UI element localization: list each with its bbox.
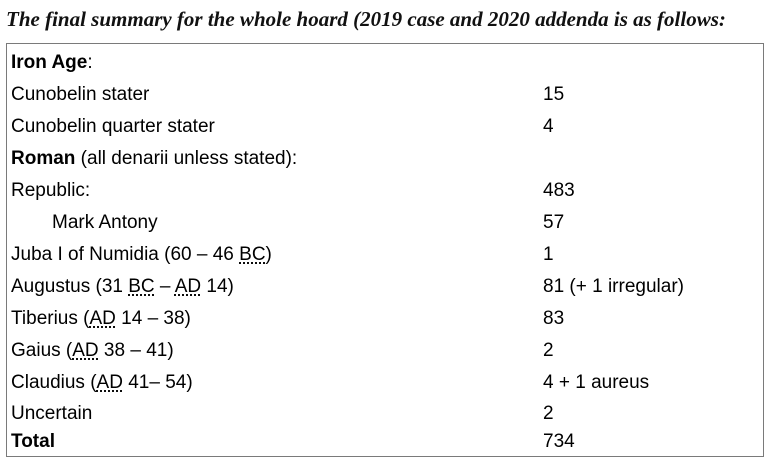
table-row	[7, 207, 763, 239]
row-value: 1	[543, 244, 554, 265]
row-label: Iron Age:	[11, 52, 93, 73]
row-value: 4 + 1 aureus	[543, 372, 650, 393]
total-label: Total	[11, 431, 55, 452]
row-label: Juba I of Numidia (60 – 46 BC)	[11, 244, 272, 265]
table-row	[7, 79, 763, 111]
row-label: Roman (all denarii unless stated):	[11, 148, 298, 169]
table-row-total	[7, 426, 763, 458]
row-value: 483	[543, 180, 575, 201]
row-value: 2	[543, 340, 554, 361]
abbreviation: AD	[89, 308, 116, 329]
table-row	[7, 47, 763, 79]
abbreviation: AD	[174, 276, 202, 297]
abbreviation: AD	[72, 340, 99, 361]
row-label: Uncertain	[11, 403, 93, 424]
abbreviation: BC	[239, 244, 266, 265]
abbreviation: BC	[128, 276, 155, 297]
table-row	[7, 239, 763, 271]
row-label: Cunobelin quarter stater	[11, 116, 215, 137]
summary-heading: The final summary for the whole hoard (2019 case and 2020 addenda is as follows:	[6, 7, 726, 31]
row-value: 4	[543, 116, 554, 137]
row-label: Gaius (AD 38 – 41)	[11, 340, 174, 361]
table-row	[7, 111, 763, 143]
row-value: 57	[543, 212, 565, 233]
row-value: 81 (+ 1 irregular)	[543, 276, 684, 297]
abbreviation: AD	[96, 372, 123, 393]
table-row	[7, 143, 763, 175]
table-row	[7, 271, 763, 303]
row-label: Mark Antony	[52, 212, 158, 233]
row-value: 2	[543, 403, 554, 424]
table-row	[7, 175, 763, 207]
row-label: Republic:	[11, 180, 91, 201]
table-row	[7, 303, 763, 335]
total-value: 734	[543, 431, 575, 452]
table-row	[7, 367, 763, 399]
row-value: 15	[543, 84, 565, 105]
row-label: Tiberius (AD 14 – 38)	[11, 308, 191, 329]
row-value: 83	[543, 308, 565, 329]
row-label: Cunobelin stater	[11, 84, 150, 105]
hoard-summary-table	[6, 43, 764, 457]
table-row	[7, 335, 763, 367]
row-label: Augustus (31 BC – AD 14)	[11, 276, 234, 297]
row-label: Claudius (AD 41– 54)	[11, 372, 193, 393]
